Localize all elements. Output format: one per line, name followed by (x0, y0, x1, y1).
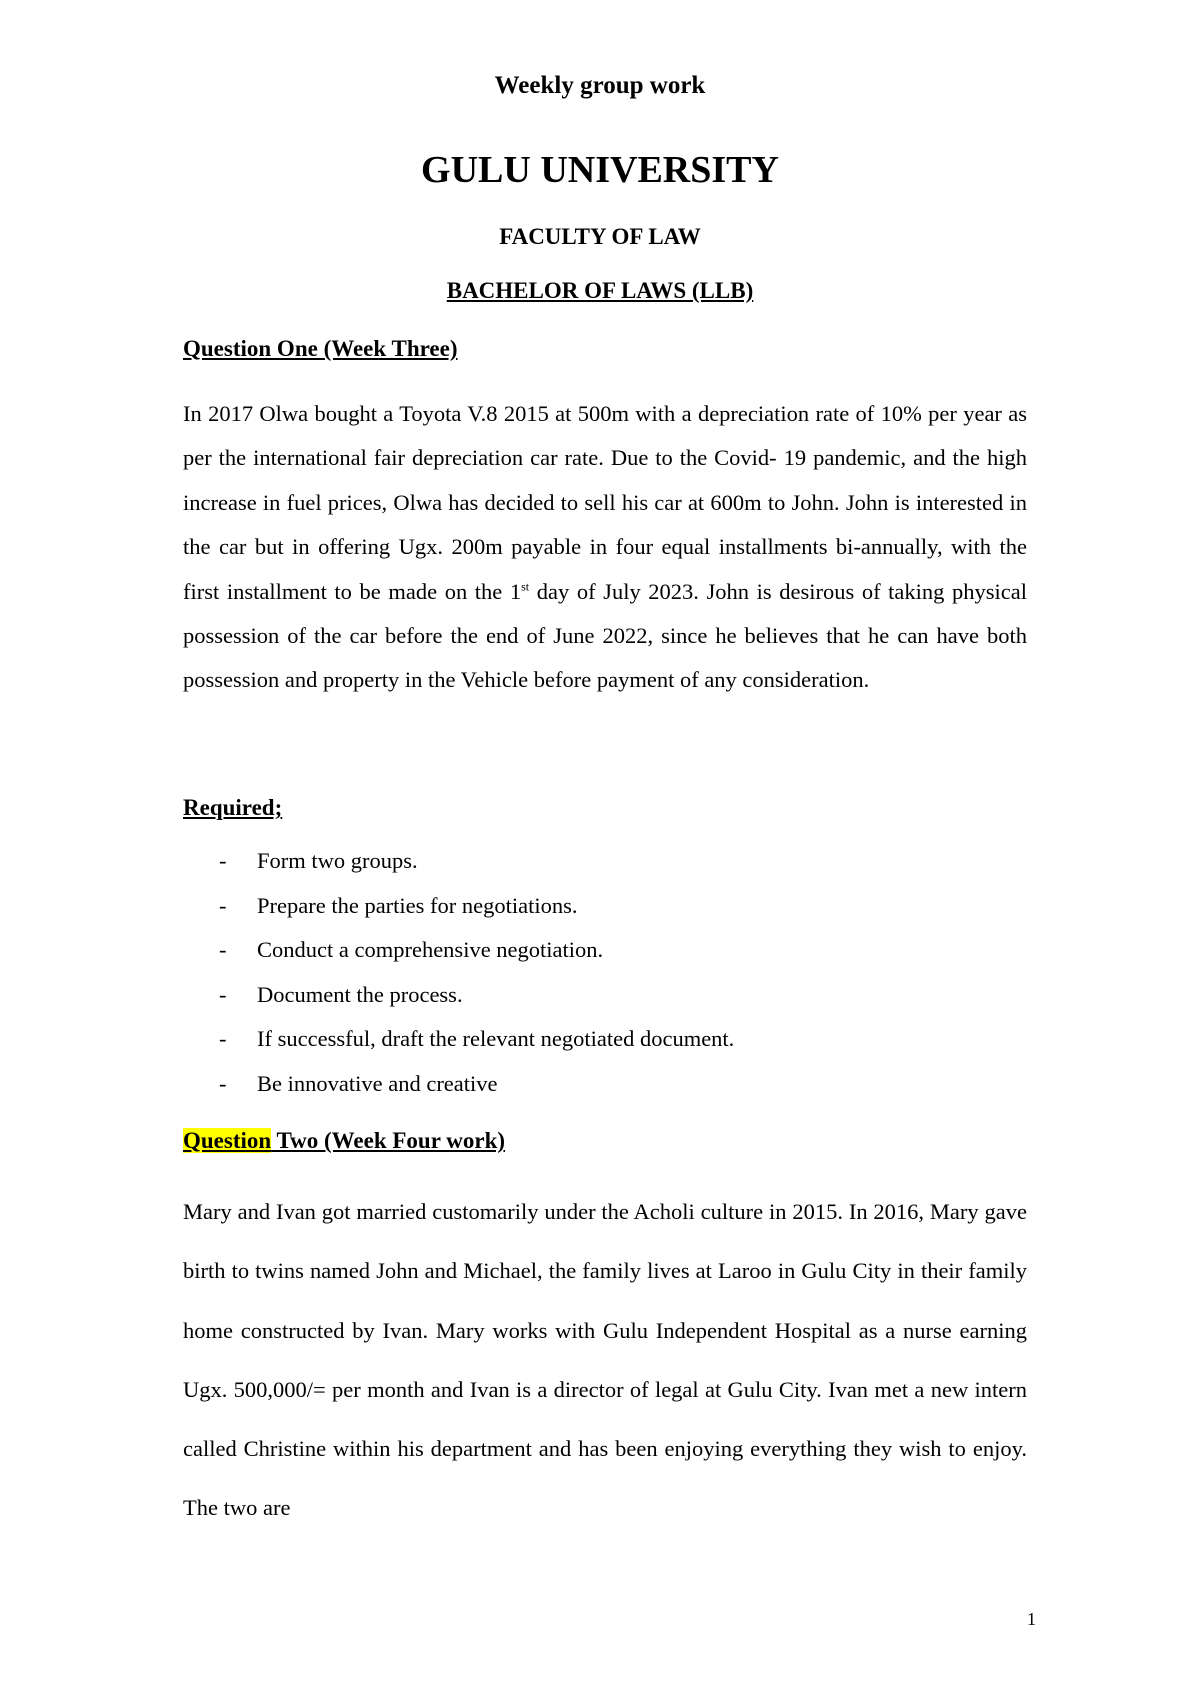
header-title: Weekly group work (494, 72, 706, 99)
list-item-text: If successful, draft the relevant negotiated document. (257, 1026, 735, 1052)
list-item (183, 839, 1027, 884)
question-one-body-part2: day of July 2023. John is desirous of taking physical possession of the car before the end of June 2022, since he believes that he can have both possession and property in the Vehicle before payment of any consideration. (183, 578, 1027, 693)
question-one-heading-text: Question One (Week Three) (183, 336, 458, 361)
list-dash: - (219, 848, 227, 873)
question-one-body (183, 392, 1027, 703)
required-heading-text: Required; (183, 795, 283, 820)
question-one-body-part1: In 2017 Olwa bought a Toyota V.8 2015 at 500m with a depreciation rate of 10% per year as per the international fair depreciation car rate. Due to the Covid- 19 pandemic, and the high increase in fuel prices, Olwa has decided to sell his car at 600m to John. John is interested in the car but in offering Ugx. 200m payable in four equal installments bi-annually, with the first installment to be made on the 1 (183, 401, 1027, 604)
list-item (183, 884, 1027, 929)
question-two-heading-highlight: Question (183, 1128, 272, 1153)
question-one-heading (183, 336, 458, 362)
required-heading (183, 795, 282, 821)
university-name: GULU UNIVERSITY (421, 149, 779, 191)
list-dash: - (219, 981, 227, 1007)
page-number: 1 (1027, 1609, 1036, 1629)
question-one-body-superscript: st (521, 579, 530, 594)
list-dash: - (219, 937, 227, 963)
faculty-name: FACULTY OF LAW (499, 224, 701, 249)
list-item (183, 1062, 1027, 1107)
list-dash: - (219, 1026, 227, 1052)
list-item (183, 973, 1027, 1018)
question-two-heading-text (183, 1128, 505, 1153)
degree-title: BACHELOR OF LAWS (LLB) (446, 278, 754, 303)
list-item-text: Document the process. (257, 981, 463, 1007)
list-item-text: Prepare the parties for negotiations. (257, 892, 578, 918)
question-two-heading (183, 1128, 505, 1154)
list-item-text: Conduct a comprehensive negotiation. (257, 937, 604, 963)
question-two-body: Mary and Ivan got married customarily under the Acholi culture in 2015. In 2016, Mary gave birth to twins named John and Michael, the family lives at Laroo in Gulu City in their family home constructed by Ivan. Mary works with Gulu Independent Hospital as a nurse earning Ugx. 500,000/= per month and Ivan is a director of legal at Gulu City. Ivan met a new intern called Christine within his department and has been enjoying everything they wish to enjoy. The two are (183, 1199, 1027, 1521)
list-item (183, 1017, 1027, 1062)
list-item-text: Form two groups. (257, 848, 418, 873)
required-list (183, 839, 1027, 1107)
list-item-text: Be innovative and creative (257, 1070, 498, 1096)
question-two-heading-rest: Two (Week Four work) (271, 1128, 506, 1153)
list-item (183, 928, 1027, 973)
list-dash: - (219, 892, 227, 918)
list-dash: - (219, 1070, 227, 1096)
